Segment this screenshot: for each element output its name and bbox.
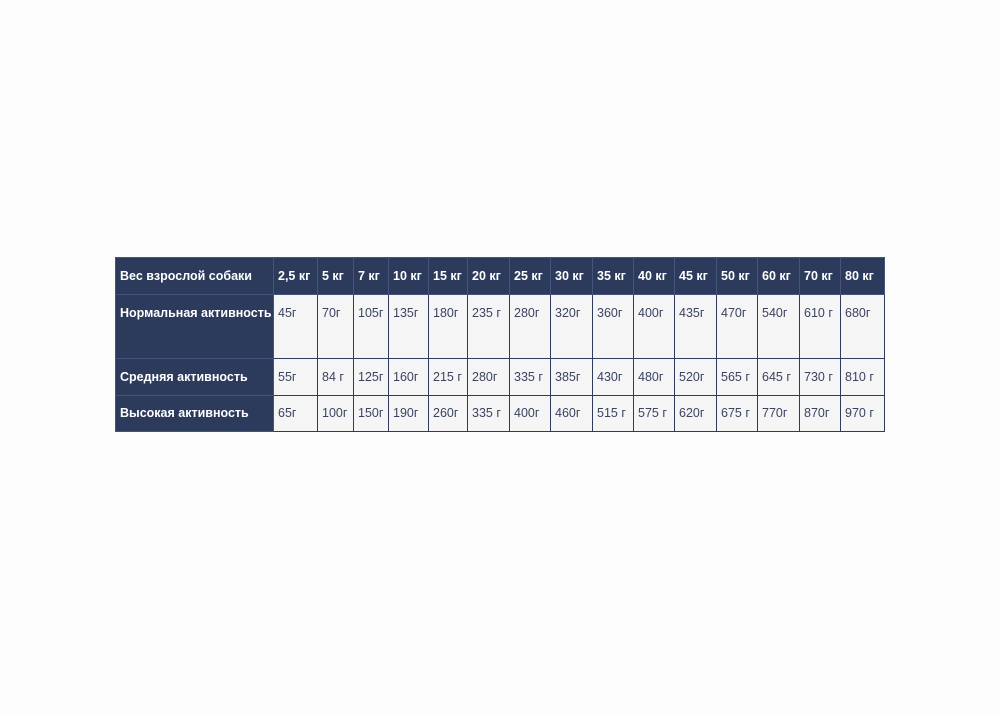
table-cell: 400г: [510, 396, 551, 432]
table-cell: 260г: [429, 396, 468, 432]
table-cell: 515 г: [593, 396, 634, 432]
table-cell: 335 г: [510, 359, 551, 396]
table-cell: 55г: [274, 359, 318, 396]
table-cell: 360г: [593, 295, 634, 359]
weight-header: 50 кг: [717, 258, 758, 295]
weight-header: 15 кг: [429, 258, 468, 295]
table-cell: 160г: [389, 359, 429, 396]
table-cell: 680г: [841, 295, 885, 359]
header-label: Вес взрослой собаки: [116, 258, 274, 295]
weight-header: 80 кг: [841, 258, 885, 295]
table-cell: 180г: [429, 295, 468, 359]
table-cell: 70г: [318, 295, 354, 359]
feeding-table: [115, 257, 885, 432]
table-cell: 335 г: [468, 396, 510, 432]
weight-header: 5 кг: [318, 258, 354, 295]
weight-header: 20 кг: [468, 258, 510, 295]
table-row: [116, 396, 885, 432]
table-cell: 45г: [274, 295, 318, 359]
table-cell: 770г: [758, 396, 800, 432]
table-cell: 730 г: [800, 359, 841, 396]
table-row: [116, 359, 885, 396]
table-cell: 675 г: [717, 396, 758, 432]
table-cell: 235 г: [468, 295, 510, 359]
table-cell: 385г: [551, 359, 593, 396]
table-cell: 280г: [510, 295, 551, 359]
table-cell: 400г: [634, 295, 675, 359]
weight-header: 40 кг: [634, 258, 675, 295]
table-cell: 125г: [354, 359, 389, 396]
table-cell: 100г: [318, 396, 354, 432]
table-cell: 215 г: [429, 359, 468, 396]
table-cell: 520г: [675, 359, 717, 396]
table-cell: 150г: [354, 396, 389, 432]
table-cell: 190г: [389, 396, 429, 432]
table-cell: 870г: [800, 396, 841, 432]
weight-header: 70 кг: [800, 258, 841, 295]
table-cell: 810 г: [841, 359, 885, 396]
table-cell: 620г: [675, 396, 717, 432]
table-cell: 460г: [551, 396, 593, 432]
weight-header: 2,5 кг: [274, 258, 318, 295]
weight-header: 60 кг: [758, 258, 800, 295]
weight-header: 30 кг: [551, 258, 593, 295]
row-label: Средняя активность: [116, 359, 274, 396]
table-cell: 540г: [758, 295, 800, 359]
table-cell: 280г: [468, 359, 510, 396]
weight-header: 10 кг: [389, 258, 429, 295]
table-cell: 610 г: [800, 295, 841, 359]
table-cell: 435г: [675, 295, 717, 359]
table-cell: 480г: [634, 359, 675, 396]
weight-header: 35 кг: [593, 258, 634, 295]
weight-header: 25 кг: [510, 258, 551, 295]
table-cell: 135г: [389, 295, 429, 359]
table-cell: 970 г: [841, 396, 885, 432]
row-label: Высокая активность: [116, 396, 274, 432]
weight-header: 45 кг: [675, 258, 717, 295]
table-cell: 575 г: [634, 396, 675, 432]
table-cell: 645 г: [758, 359, 800, 396]
table-row: [116, 295, 885, 359]
table-cell: 565 г: [717, 359, 758, 396]
table-cell: 84 г: [318, 359, 354, 396]
header-row: [116, 258, 885, 295]
row-label: Нормальная активность: [116, 295, 274, 359]
table-cell: 320г: [551, 295, 593, 359]
table-cell: 65г: [274, 396, 318, 432]
weight-header: 7 кг: [354, 258, 389, 295]
table-cell: 470г: [717, 295, 758, 359]
table-cell: 105г: [354, 295, 389, 359]
table-cell: 430г: [593, 359, 634, 396]
